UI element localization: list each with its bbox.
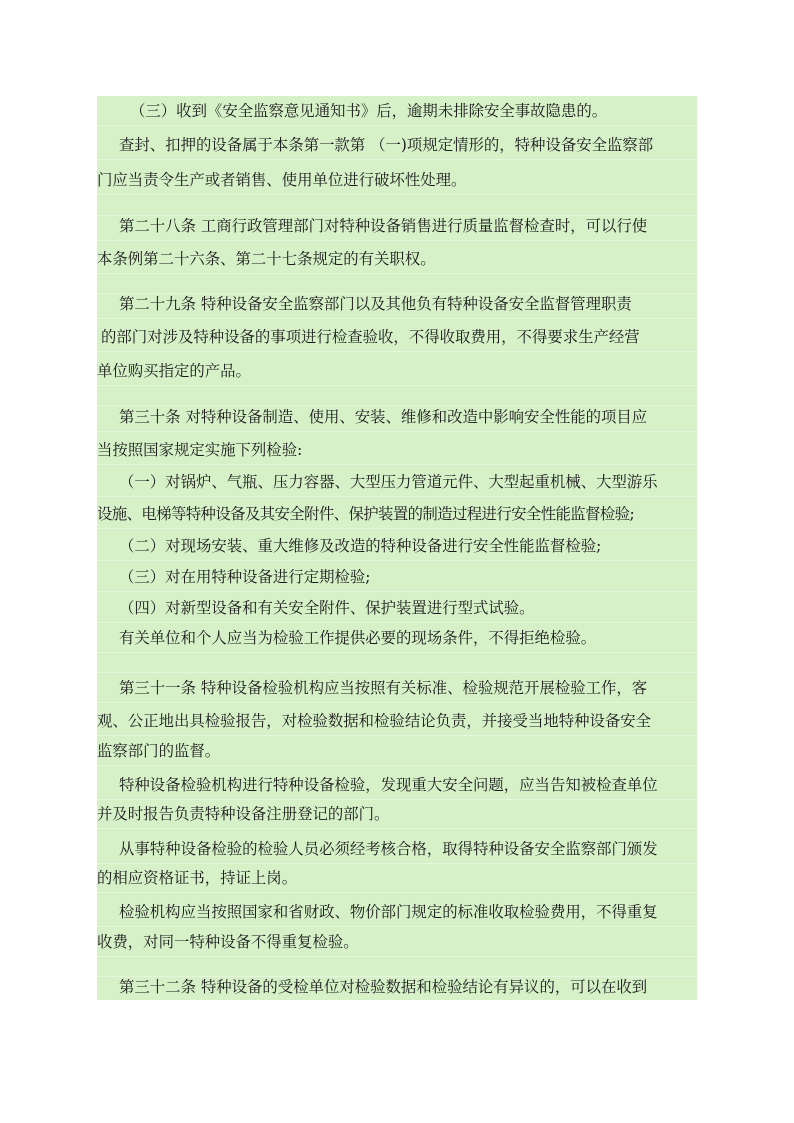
- text-line: 收费，对同一特种设备不得重复检验。: [97, 927, 697, 957]
- text-line: 的相应资格证书，持证上岗。: [97, 863, 697, 893]
- text-line: （二）对现场安装、重大维修及改造的特种设备进行安全性能监督检验;: [97, 531, 697, 561]
- text-line: （三）对在用特种设备进行定期检验;: [97, 562, 697, 592]
- text-line: 特种设备检验机构进行特种设备检验，发现重大安全问题，应当告知被检查单位: [97, 770, 697, 800]
- text-line: 检验机构应当按照国家和省财政、物价部门规定的标准收取检验费用，不得重复: [97, 897, 697, 927]
- text-line: （一）对锅炉、气瓶、压力容器、大型压力管道元件、大型起重机械、大型游乐: [97, 467, 697, 497]
- text-line: 监察部门的监督。: [97, 736, 697, 766]
- text-line: 门应当责令生产或者销售、使用单位进行破坏性处理。: [97, 165, 697, 195]
- text-line: 第二十八条 工商行政管理部门对特种设备销售进行质量监督检查时，可以行使: [97, 211, 697, 241]
- text-line: 设施、电梯等特种设备及其安全附件、保护装置的制造过程进行安全性能监督检验;: [97, 499, 697, 529]
- text-line: 第二十九条 特种设备安全监察部门以及其他负有特种设备安全监督管理职责: [97, 289, 697, 319]
- text-line: 的部门对涉及特种设备的事项进行检查验收，不得收取费用，不得要求生产经营: [97, 322, 697, 352]
- blank-line: [97, 653, 697, 673]
- text-line: 第三十二条 特种设备的受检单位对检验数据和检验结论有异议的，可以在收到: [97, 972, 697, 1000]
- text-line: （四）对新型设备和有关安全附件、保护装置进行型式试验。: [97, 593, 697, 623]
- text-line: 第三十一条 特种设备检验机构应当按照有关标准、检验规范开展检验工作，客: [97, 673, 697, 703]
- text-line: 第三十条 对特种设备制造、使用、安装、维修和改造中影响安全性能的项目应: [97, 402, 697, 432]
- text-line: 并及时报告负责特种设备注册登记的部门。: [97, 799, 697, 829]
- text-line: （三）收到《安全监察意见通知书》后，逾期未排除安全事故隐患的。: [97, 96, 697, 126]
- text-line: 从事特种设备检验的检验人员必须经考核合格，取得特种设备安全监察部门颁发: [97, 834, 697, 864]
- text-line: 单位购买指定的产品。: [97, 356, 697, 386]
- document-page: [97, 96, 697, 1000]
- text-line: 当按照国家规定实施下列检验:: [97, 435, 697, 465]
- text-line: 有关单位和个人应当为检验工作提供必要的现场条件，不得拒绝检验。: [97, 623, 697, 653]
- text-line: 观、公正地出具检验报告，对检验数据和检验结论负责，并接受当地特种设备安全: [97, 706, 697, 736]
- text-line: 本条例第二十六条、第二十七条规定的有关职权。: [97, 244, 697, 274]
- text-line: 查封、扣押的设备属于本条第一款第 （一)项规定情形的，特种设备安全监察部: [97, 130, 697, 160]
